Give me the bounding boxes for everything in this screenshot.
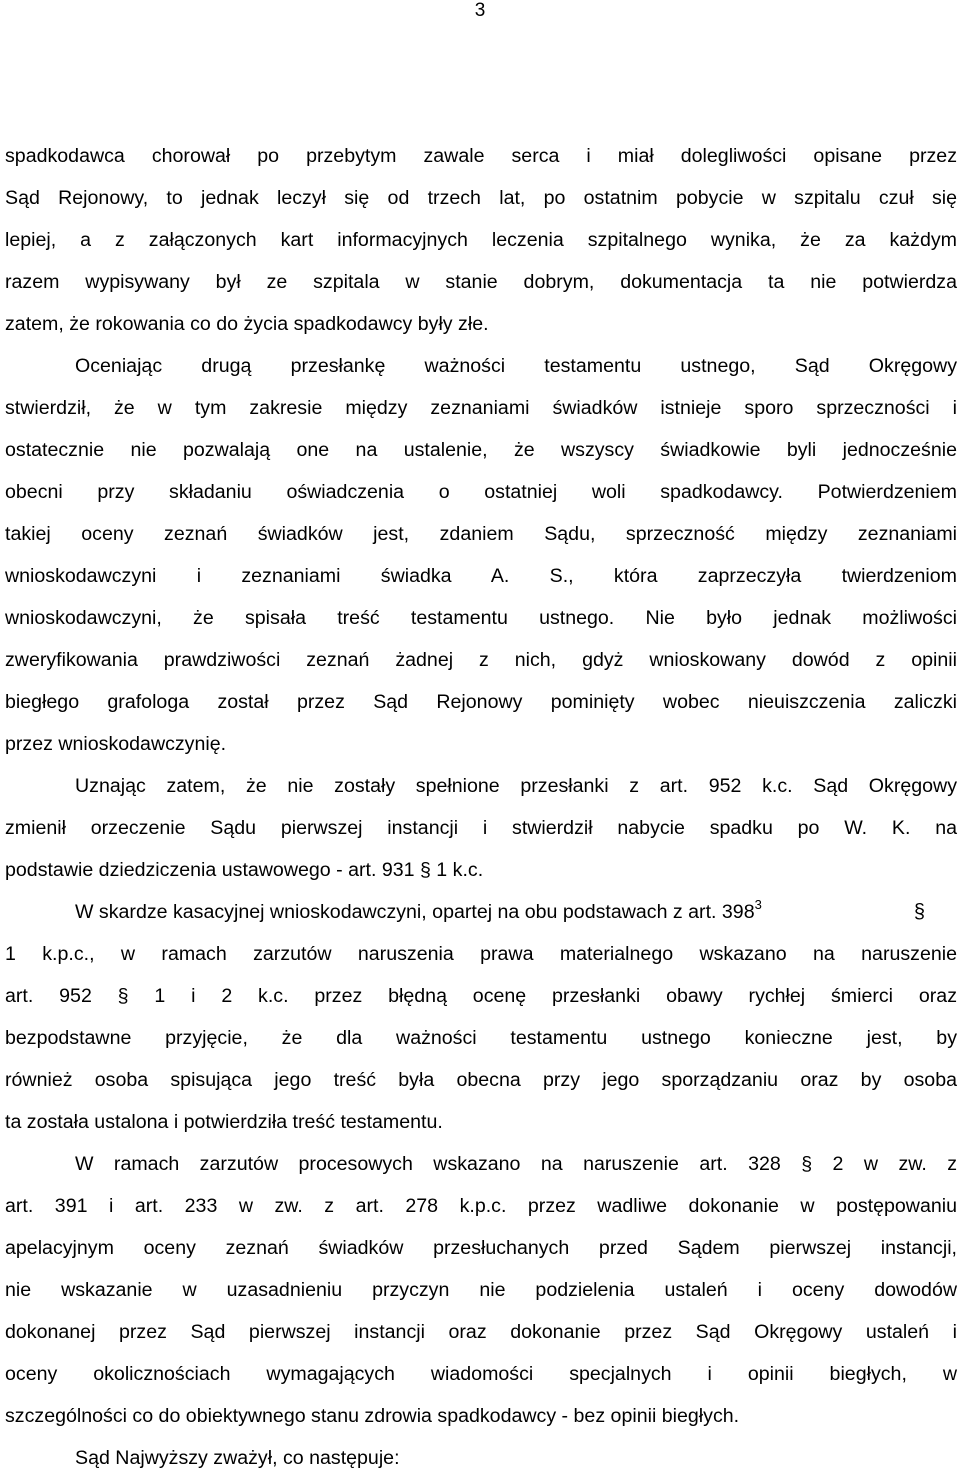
text-line: takiej oceny zeznań świadków jest, zdaniem Sądu, sprzeczność między zeznaniami (5, 523, 957, 545)
text-line (75, 897, 925, 924)
text-line: biegłego grafologa został przez Sąd Rejonowy pominięty wobec nieuiszczenia zaliczki (5, 691, 957, 713)
text-line-main: W skardze kasacyjnej wnioskodawczyni, opartej na obu podstawach z art. 398 (75, 901, 755, 923)
text-line: spadkodawca chorował po przebytym zawale serca i miał dolegliwości opisane przez (5, 145, 957, 167)
text-line: Oceniając drugą przesłankę ważności testamentu ustnego, Sąd Okręgowy (75, 355, 957, 377)
text-line: art. 391 i art. 233 w zw. z art. 278 k.p.c. przez wadliwe dokonanie w postępowaniu (5, 1195, 957, 1217)
text-line: nie wskazanie w uzasadnieniu przyczyn nie podzielenia ustaleń i oceny dowodów (5, 1279, 957, 1301)
text-line: również osoba spisująca jego treść była obecna przy jego sporządzaniu oraz by osoba (5, 1069, 957, 1091)
text-line: zatem, że rokowania co do życia spadkodawcy były złe. (5, 313, 489, 335)
superscript: 3 (754, 897, 762, 912)
text-line: stwierdził, że w tym zakresie między zeznaniami świadków istnieje sporo sprzeczności i (5, 397, 957, 419)
text-line: razem wypisywany był ze szpitala w stanie dobrym, dokumentacja ta nie potwierdza (5, 271, 957, 293)
text-line: podstawie dziedziczenia ustawowego - art. 931 § 1 k.c. (5, 859, 484, 881)
text-line: szczególności co do obiektywnego stanu zdrowia spadkodawcy - bez opinii biegłych. (5, 1405, 740, 1427)
text-line: Uznając zatem, że nie zostały spełnione przesłanki z art. 952 k.c. Sąd Okręgowy (75, 775, 957, 797)
text-line: Sąd Rejonowy, to jednak leczył się od trzech lat, po ostatnim pobycie w szpitalu czuł się (5, 187, 957, 209)
text-line: wnioskodawczyni, że spisała treść testamentu ustnego. Nie było jednak możliwości (5, 607, 957, 629)
section-sign: § (913, 901, 925, 923)
text-line: wnioskodawczyni i zeznaniami świadka A. S., która zaprzeczyła twierdzeniom (5, 565, 957, 587)
text-line: Sąd Najwyższy zważył, co następuje: (75, 1447, 400, 1469)
text-line: zweryfikowania prawdziwości zeznań żadnej z nich, gdyż wnioskowany dowód z opinii (5, 649, 957, 671)
text-line: 1 k.p.c., w ramach zarzutów naruszenia prawa materialnego wskazano na naruszenie (5, 943, 957, 965)
text-line: dokonanej przez Sąd pierwszej instancji oraz dokonanie przez Sąd Okręgowy ustaleń i (5, 1321, 957, 1343)
text-line: zmienił orzeczenie Sądu pierwszej instancji i stwierdził nabycie spadku po W. K. na (5, 817, 957, 839)
text-line: obecni przy składaniu oświadczenia o ostatniej woli spadkodawcy. Potwierdzeniem (5, 481, 957, 503)
text-line: przez wnioskodawczynię. (5, 733, 227, 755)
text-line: ta została ustalona i potwierdziła treść testamentu. (5, 1111, 443, 1133)
text-line: oceny okolicznościach wymagających wiadomości specjalnych i opinii biegłych, w (5, 1363, 957, 1385)
text-line: art. 952 § 1 i 2 k.c. przez błędną ocenę przesłanki obawy rychłej śmierci oraz (5, 985, 957, 1007)
text-line: lepiej, a z załączonych kart informacyjnych leczenia szpitalnego wynika, że za każdym (5, 229, 957, 251)
text-line: bezpodstawne przyjęcie, że dla ważności testamentu ustnego konieczne jest, by (5, 1027, 957, 1049)
page-number: 3 (474, 0, 486, 21)
text-line: W ramach zarzutów procesowych wskazano na naruszenie art. 328 § 2 w zw. z (75, 1153, 957, 1175)
text-line: ostatecznie nie pozwalają one na ustalenie, że wszyscy świadkowie byli jednocześnie (5, 439, 957, 461)
text-line: apelacyjnym oceny zeznań świadków przesłuchanych przed Sądem pierwszej instancji, (5, 1237, 957, 1259)
